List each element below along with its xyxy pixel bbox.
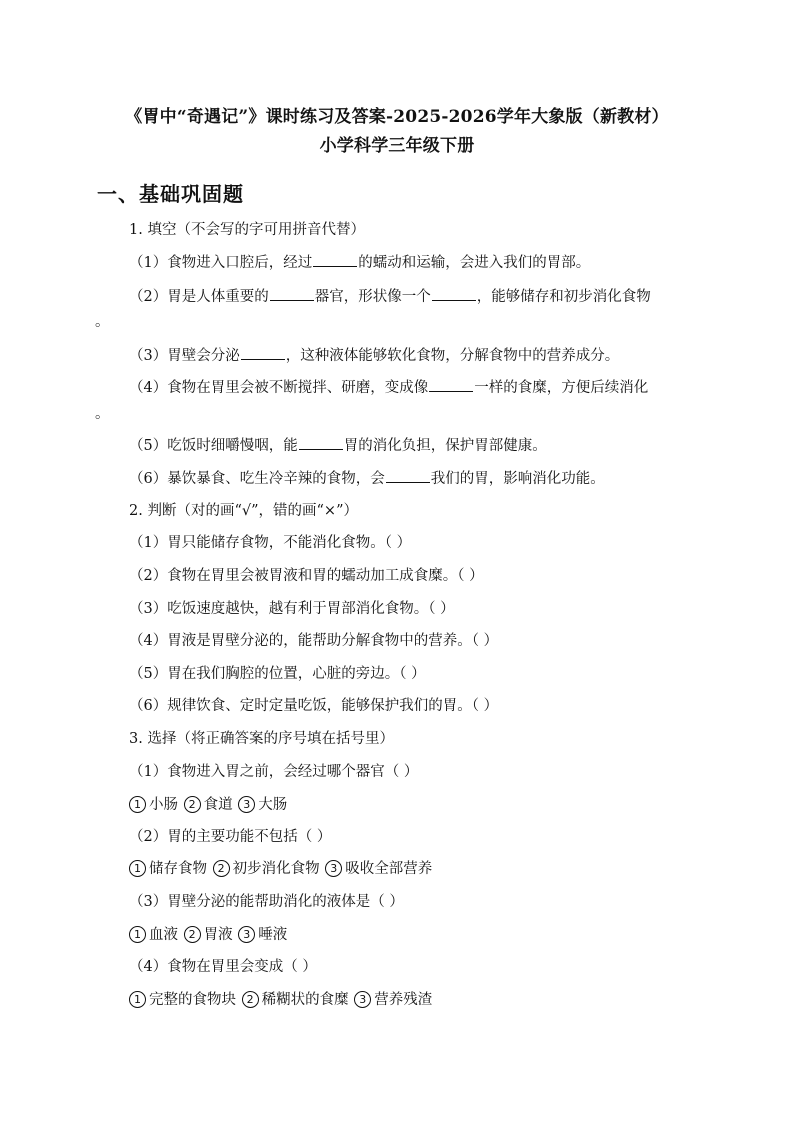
fill-item-text: （6）暴饮暴食、吃生冷辛辣的食物，会 xyxy=(129,471,385,487)
circled-number-2: 2 xyxy=(213,860,230,877)
answer-blank[interactable] xyxy=(270,299,314,301)
choice-options-3 xyxy=(129,923,287,944)
circled-number-1: 1 xyxy=(129,991,146,1008)
fill-item-text: （3）胃壁会分泌 xyxy=(129,348,240,364)
wrapped-period: 。 xyxy=(95,406,110,422)
wrapped-period: 。 xyxy=(95,314,110,330)
answer-blank[interactable] xyxy=(313,265,357,267)
choice-option: 吸收全部营养 xyxy=(345,861,433,877)
judge-item-5: （5）胃在我们胸腔的位置，心脏的旁边。（ ） xyxy=(129,666,426,682)
choice-option: 完整的食物块 xyxy=(149,992,236,1008)
answer-blank[interactable] xyxy=(429,390,473,392)
judge-item-6: （6）规律饮食、定时定量吃饭，能够保护我们的胃。（ ） xyxy=(129,698,499,714)
circled-number-3: 3 xyxy=(238,926,255,943)
answer-blank[interactable] xyxy=(299,448,343,450)
choice-option: 储存食物 xyxy=(149,861,207,877)
choice-option: 稀糊状的食糜 xyxy=(261,992,349,1008)
choice-stem-1: （1）食物进入胃之前，会经过哪个器官（ ） xyxy=(129,764,419,780)
fill-item-2 xyxy=(129,285,651,306)
circled-number-3: 3 xyxy=(325,860,342,877)
circled-number-3: 3 xyxy=(238,796,255,813)
fill-item-text: 我们的胃，影响消化功能。 xyxy=(430,471,605,487)
circled-number-3: 3 xyxy=(354,991,371,1008)
section-heading: 一、基础巩固题 xyxy=(97,182,244,206)
fill-item-6 xyxy=(129,467,605,488)
choice-stem-3: （3）胃壁分泌的能帮助消化的液体是（ ） xyxy=(129,894,404,910)
answer-blank[interactable] xyxy=(432,299,476,301)
choice-option: 食道 xyxy=(203,797,233,813)
circled-number-1: 1 xyxy=(129,860,146,877)
judge-item-4: （4）胃液是胃壁分泌的，能帮助分解食物中的营养。（ ） xyxy=(129,633,499,649)
fill-item-text: ，能够储存和初步消化食物 xyxy=(476,289,651,305)
fill-item-text: ，这种液体能够软化食物，分解食物中的营养成分。 xyxy=(285,348,620,364)
judge-item-3: （3）吃饭速度越快，越有利于胃部消化食物。（ ） xyxy=(129,601,455,617)
fill-item-text: （2）胃是人体重要的 xyxy=(129,289,269,305)
judge-item-2: （2）食物在胃里会被胃液和胃的蠕动加工成食糜。（ ） xyxy=(129,568,484,584)
page-title: 《胃中“奇遇记”》课时练习及答案-2025-2026学年大象版（新教材） xyxy=(125,107,669,127)
fill-item-5 xyxy=(129,434,547,455)
choice-option: 小肠 xyxy=(149,797,178,813)
fill-item-text: 器官，形状像一个 xyxy=(314,289,431,305)
fill-item-text: （5）吃饭时细嚼慢咽，能 xyxy=(129,438,298,454)
fill-item-text: （4）食物在胃里会被不断搅拌、研磨，变成像 xyxy=(129,380,429,396)
judge-item-1: （1）胃只能储存食物，不能消化食物。（ ） xyxy=(129,535,412,551)
fill-item-text: 的蠕动和运输，会进入我们的胃部。 xyxy=(358,255,591,271)
fill-item-4 xyxy=(129,376,648,397)
question-3-title: 3. 选择（将正确答案的序号填在括号里） xyxy=(129,731,394,747)
circled-number-2: 2 xyxy=(242,991,259,1008)
circled-number-2: 2 xyxy=(184,796,201,813)
choice-options-4 xyxy=(129,988,432,1009)
circled-number-1: 1 xyxy=(129,926,146,943)
fill-item-text: 胃的消化负担，保护胃部健康。 xyxy=(343,438,547,454)
answer-blank[interactable] xyxy=(386,481,430,483)
fill-item-text: （1）食物进入口腔后，经过 xyxy=(129,255,313,271)
choice-option: 唾液 xyxy=(258,927,288,943)
question-2-title: 2. 判断（对的画“√”，错的画“×”） xyxy=(129,503,358,519)
question-1-title: 1. 填空（不会写的字可用拼音代替） xyxy=(129,222,365,238)
choice-stem-2: （2）胃的主要功能不包括（ ） xyxy=(129,829,332,845)
choice-option: 胃液 xyxy=(203,927,233,943)
choice-option: 营养残渣 xyxy=(374,992,433,1008)
choice-option: 血液 xyxy=(149,927,178,943)
fill-item-text: 一样的食糜，方便后续消化 xyxy=(474,380,649,396)
answer-blank[interactable] xyxy=(241,358,285,360)
choice-options-2 xyxy=(129,857,432,878)
circled-number-1: 1 xyxy=(129,796,146,813)
circled-number-2: 2 xyxy=(184,926,201,943)
page-subtitle: 小学科学三年级下册 xyxy=(319,136,475,156)
fill-item-3 xyxy=(129,344,619,365)
choice-stem-4: （4）食物在胃里会变成（ ） xyxy=(129,959,317,975)
choice-option: 初步消化食物 xyxy=(232,861,320,877)
choice-options-1 xyxy=(129,793,287,814)
choice-option: 大肠 xyxy=(258,797,288,813)
fill-item-1 xyxy=(129,251,590,272)
